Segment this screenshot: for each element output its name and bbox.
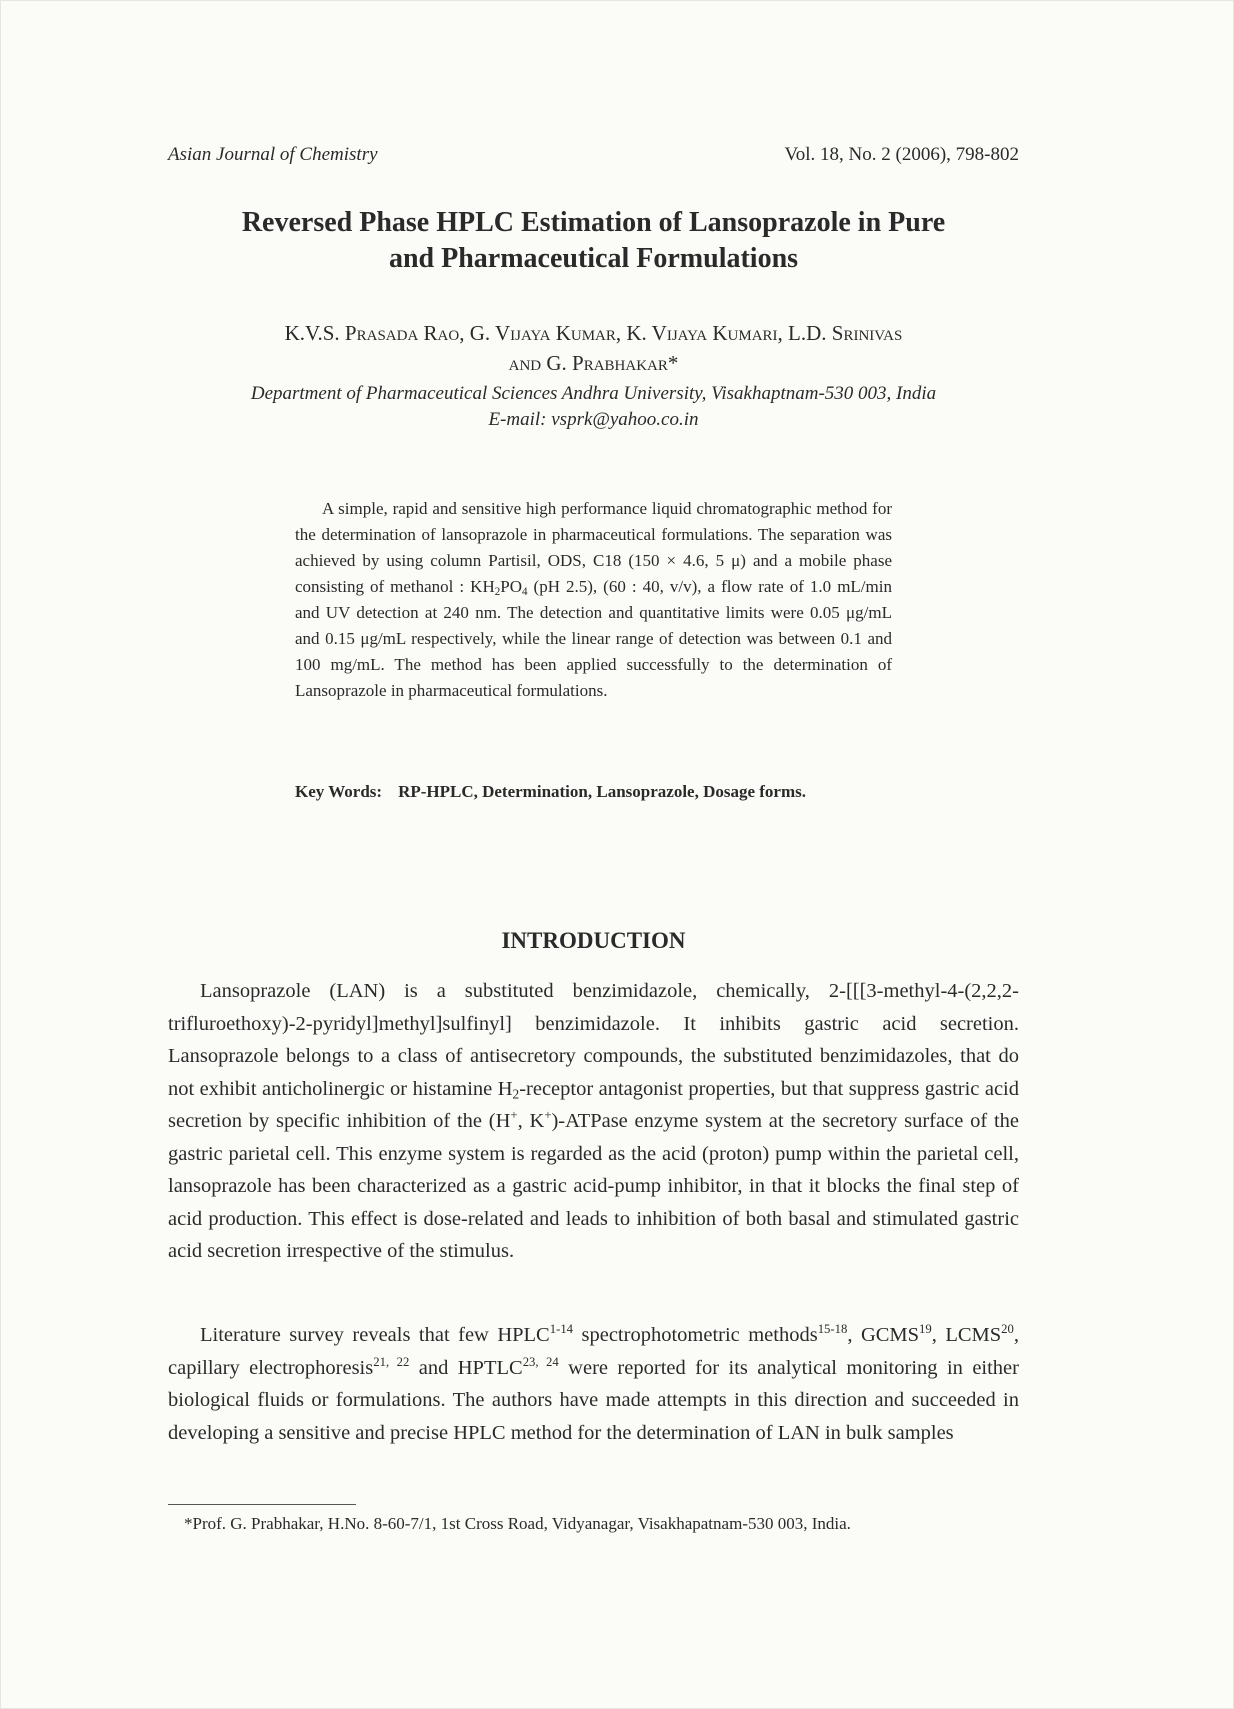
abstract-sub-1: 2 <box>494 585 501 598</box>
p2-ref-4: 20 <box>1001 1322 1014 1337</box>
footnote-rule <box>168 1504 356 1505</box>
affiliation <box>168 381 1019 433</box>
email: E-mail: vsprk@yahoo.co.in <box>488 409 699 430</box>
p1-text-a: Lansoprazole (LAN) is a substituted benzimidazole, chemically, 2-[[[3-methyl-4-(2,2,2-trifluroethoxy)-2-pyridyl]methyl]sulfinyl] benzimidazole. It inhibits gastric acid secretion. Lansoprazole belongs to a class of antisecretory compounds, the substituted benzimidazoles, that do not exhibit anticholinergic or histamine H <box>168 980 1019 1100</box>
p2-text-f: and HPTLC <box>409 1356 523 1379</box>
p2-text-c: , GCMS <box>847 1324 920 1346</box>
p1-text-d: )-ATPase enzyme system at the secretory surface of the gastric parietal cell. This enzyme system is regarded as the acid (proton) pump within the parietal cell, lansoprazole has been characterized as a gastric acid-pump inhibitor, in that it blocks the final step of acid production. This effect is dose-related and leads to inhibition of both basal and stimulated gastric acid secretion irrespective of the stimulus. <box>168 1110 1019 1262</box>
abstract <box>295 496 892 704</box>
p1-text-c: , K <box>517 1110 545 1132</box>
p2-text-b: spectrophotometric methods <box>573 1324 818 1346</box>
footnote: *Prof. G. Prabhakar, H.No. 8-60-7/1, 1st Cross Road, Vidyanagar, Visakhapatnam-530 003, India. <box>184 1514 851 1533</box>
p1-sup-1: + <box>510 1108 518 1123</box>
p2-ref-6: 23, 24 <box>522 1354 559 1369</box>
p1-sub: 2 <box>512 1085 520 1101</box>
p2-ref-2: 15-18 <box>817 1322 848 1337</box>
abstract-sub-2: 4 <box>521 585 528 598</box>
introduction-paragraph-2 <box>168 1319 1019 1449</box>
introduction-paragraph-1 <box>168 975 1019 1268</box>
keywords <box>295 779 892 805</box>
journal-name: Asian Journal of Chemistry <box>168 144 378 165</box>
p2-text-g: were reported for its analytical monitoring in either biological fluids or formulations. The authors have made attempts in this direction and succeeded in developing a sensitive and precise HPLC method for the determination of LAN in bulk samples <box>168 1356 1019 1444</box>
p1-text-b: -receptor antagonist properties, but that suppress gastric acid secretion by specific inhibition of the (H <box>168 1077 1019 1132</box>
title-line-2: and Pharmaceutical Formulations <box>388 243 799 274</box>
title-line-1: Reversed Phase HPLC Estimation of Lansoprazole in Pure <box>241 207 946 238</box>
abstract-text-1: A simple, rapid and sensitive high performance liquid chromatographic method for the determination of lansoprazole in pharmaceutical formulations. The separation was achieved by using column Partisil, ODS, C18 (150 × 4.6, 5 μ) and a mobile phase consisting of methanol : KH <box>295 499 892 596</box>
abstract-text-2: PO <box>500 577 522 596</box>
author-list <box>168 318 1019 378</box>
p2-ref-5: 21, 22 <box>373 1354 410 1369</box>
keywords-text: RP-HPLC, Determination, Lansoprazole, Dosage forms. <box>398 782 807 801</box>
p2-ref-1: 1-14 <box>549 1322 574 1337</box>
p2-text-d: , LCMS <box>931 1324 1002 1346</box>
p1-sup-2: + <box>544 1108 552 1123</box>
authors-line-2: and G. Prabhakar* <box>508 351 679 375</box>
volume-info: Vol. 18, No. 2 (2006), 798-802 <box>784 144 1019 165</box>
authors-line-1: K.V.S. Prasada Rao, G. Vijaya Kumar, K. Vijaya Kumari, L.D. Srinivas <box>284 321 903 345</box>
department: Department of Pharmaceutical Sciences Andhra University, Visakhaptnam-530 003, India <box>250 383 937 404</box>
p2-ref-3: 19 <box>919 1322 932 1337</box>
keywords-label: Key Words: <box>295 782 383 801</box>
section-heading-introduction: INTRODUCTION <box>501 928 686 953</box>
p2-text-e: , capillary electrophoresis <box>168 1324 1019 1379</box>
p2-text-a: Literature survey reveals that few HPLC <box>200 1324 550 1346</box>
abstract-text-3: (pH 2.5), (60 : 40, v/v), a flow rate of 1.0 mL/min and UV detection at 240 nm. The detection and quantitative limits were 0.05 μg/mL and 0.15 μg/mL respectively, while the linear range of detection was between 0.1 and 100 mg/mL. The method has been applied successfully to the determination of Lansoprazole in pharmaceutical formulations. <box>295 577 892 700</box>
paper-title <box>168 205 1019 277</box>
